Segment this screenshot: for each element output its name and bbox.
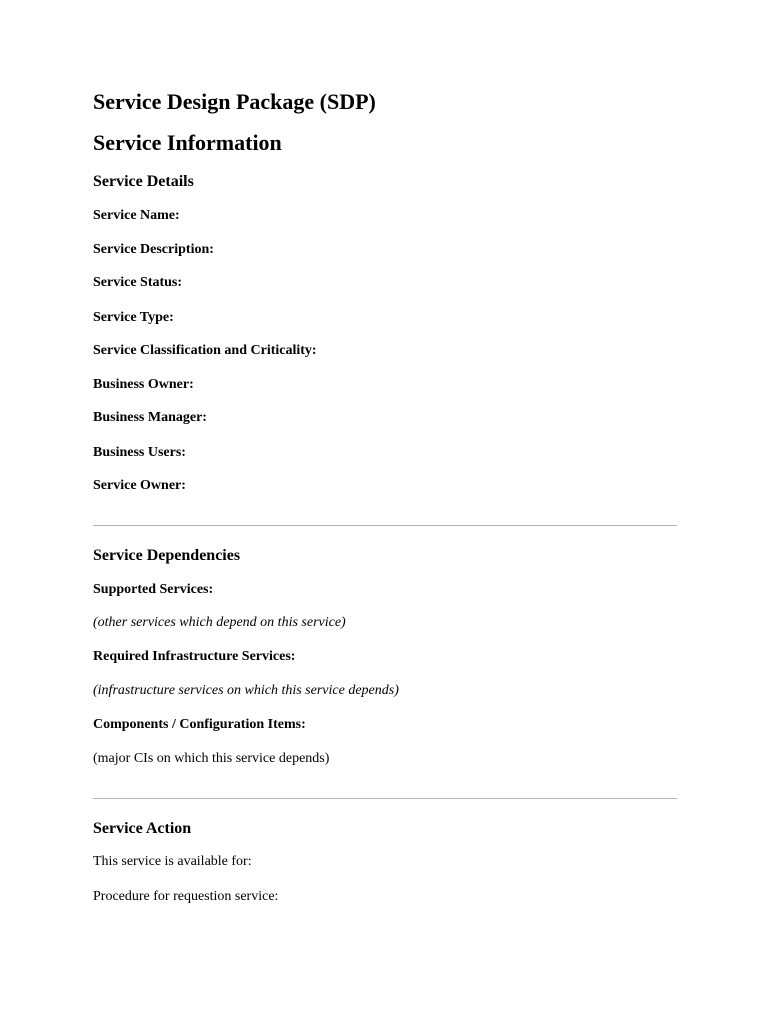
field-service-status: Service Status: bbox=[93, 275, 183, 290]
service-details-heading: Service Details bbox=[93, 173, 194, 190]
availability-text: This service is available for: bbox=[93, 854, 252, 869]
field-service-type: Service Type: bbox=[93, 310, 174, 325]
field-service-description: Service Description: bbox=[93, 242, 214, 257]
field-business-manager: Business Manager: bbox=[93, 410, 207, 425]
components-label: Components / Configuration Items: bbox=[93, 717, 306, 732]
section-divider bbox=[93, 798, 677, 799]
infrastructure-services-note: (infrastructure services on which this service depends) bbox=[93, 683, 399, 698]
procedure-text: Procedure for requestion service: bbox=[93, 889, 279, 904]
field-service-classification: Service Classification and Criticality: bbox=[93, 343, 317, 358]
infrastructure-services-label: Required Infrastructure Services: bbox=[93, 649, 296, 664]
section-title: Service Information bbox=[93, 130, 282, 155]
service-dependencies-heading: Service Dependencies bbox=[93, 547, 241, 564]
field-service-owner: Service Owner: bbox=[93, 478, 186, 493]
field-service-name: Service Name: bbox=[93, 208, 180, 223]
service-action-heading: Service Action bbox=[93, 820, 192, 837]
field-business-users: Business Users: bbox=[93, 445, 186, 460]
supported-services-label: Supported Services: bbox=[93, 582, 214, 597]
document-title: Service Design Package (SDP) bbox=[93, 89, 376, 114]
components-note: (major CIs on which this service depends) bbox=[93, 751, 330, 766]
supported-services-note: (other services which depend on this service) bbox=[93, 615, 346, 630]
section-divider bbox=[93, 525, 677, 526]
field-business-owner: Business Owner: bbox=[93, 377, 194, 392]
